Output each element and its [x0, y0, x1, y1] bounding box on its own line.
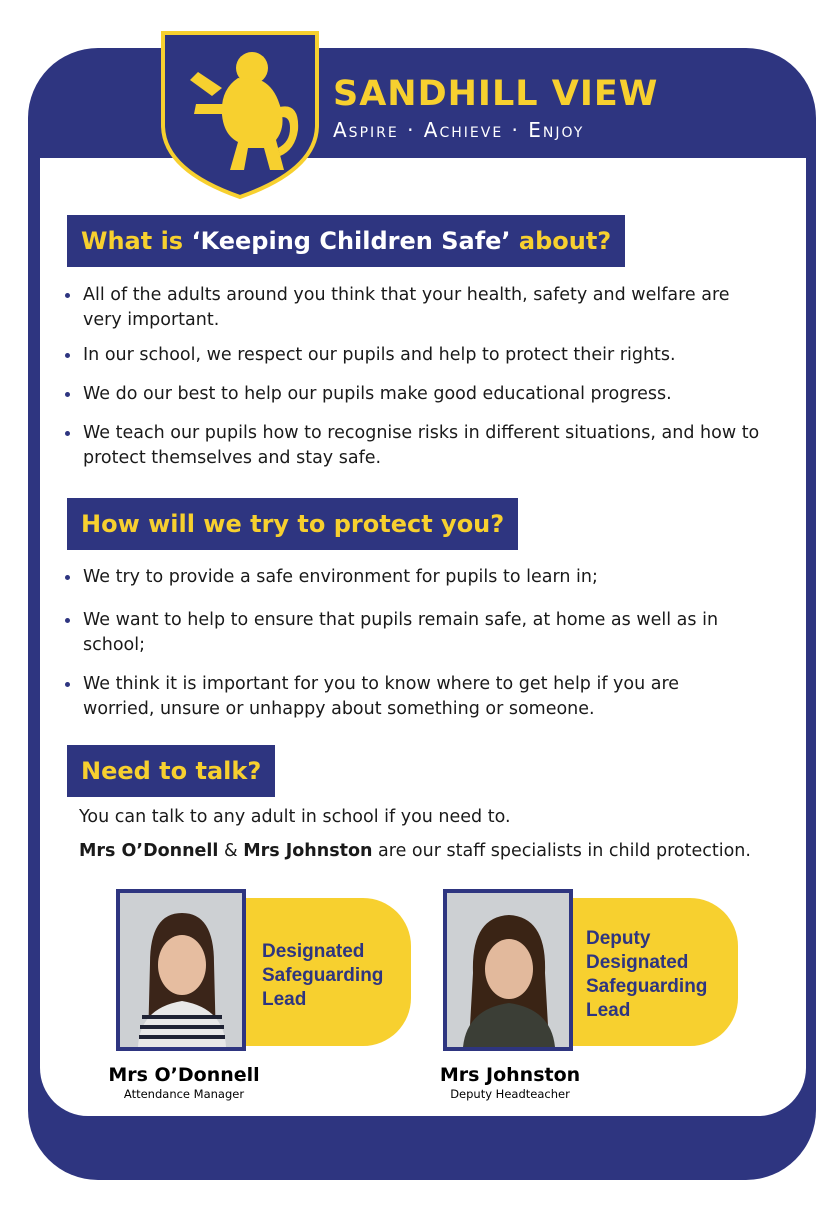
- portrait-icon: [120, 893, 242, 1047]
- list-item: We try to provide a safe environment for pupils to learn in;: [62, 565, 742, 590]
- list-item: We want to help to ensure that pupils remain safe, at home as well as in school;: [62, 608, 742, 658]
- staff-title: Deputy Headteacher: [450, 1087, 570, 1101]
- role-label: Deputy Designated Safeguarding Lead: [586, 928, 708, 1021]
- list-item: We think it is important for you to know where to get help if you are worried, unsure or unhappy about something or someone.: [62, 672, 742, 722]
- staff-title: Attendance Manager: [123, 1087, 245, 1101]
- about-list: [62, 283, 762, 471]
- list-item: All of the adults around you think that your health, safety and welfare are very important.: [62, 283, 762, 333]
- specialists-text: Mrs O’Donnell & Mrs Johnston are our staff specialists in child protection.: [79, 841, 751, 861]
- protect-list: [62, 565, 742, 722]
- list-item: We do our best to help our pupils make good educational progress.: [62, 382, 762, 407]
- school-crest-icon: [160, 30, 320, 200]
- section-heading-protect: How will we try to protect you?: [67, 498, 518, 550]
- talk-text: You can talk to any adult in school if you need to.: [79, 807, 511, 827]
- school-motto: Aspire · Achieve · Enjoy: [333, 118, 585, 142]
- section-heading-about: What is ‘Keeping Children Safe’ about?: [67, 215, 625, 267]
- section-heading-talk: Need to talk?: [67, 745, 275, 797]
- portrait-icon: [447, 893, 569, 1047]
- staff-name: Mrs O’Donnell: [108, 1064, 260, 1086]
- list-item: In our school, we respect our pupils and help to protect their rights.: [62, 343, 762, 368]
- school-name: SANDHILL VIEW: [333, 74, 659, 114]
- staff-photo: [443, 889, 573, 1051]
- staff-name: Mrs Johnston: [439, 1064, 581, 1086]
- list-item: We teach our pupils how to recognise risks in different situations, and how to protect themselves and stay safe.: [62, 421, 762, 471]
- role-label: Designated Safeguarding Lead: [262, 941, 384, 1010]
- staff-photo: [116, 889, 246, 1051]
